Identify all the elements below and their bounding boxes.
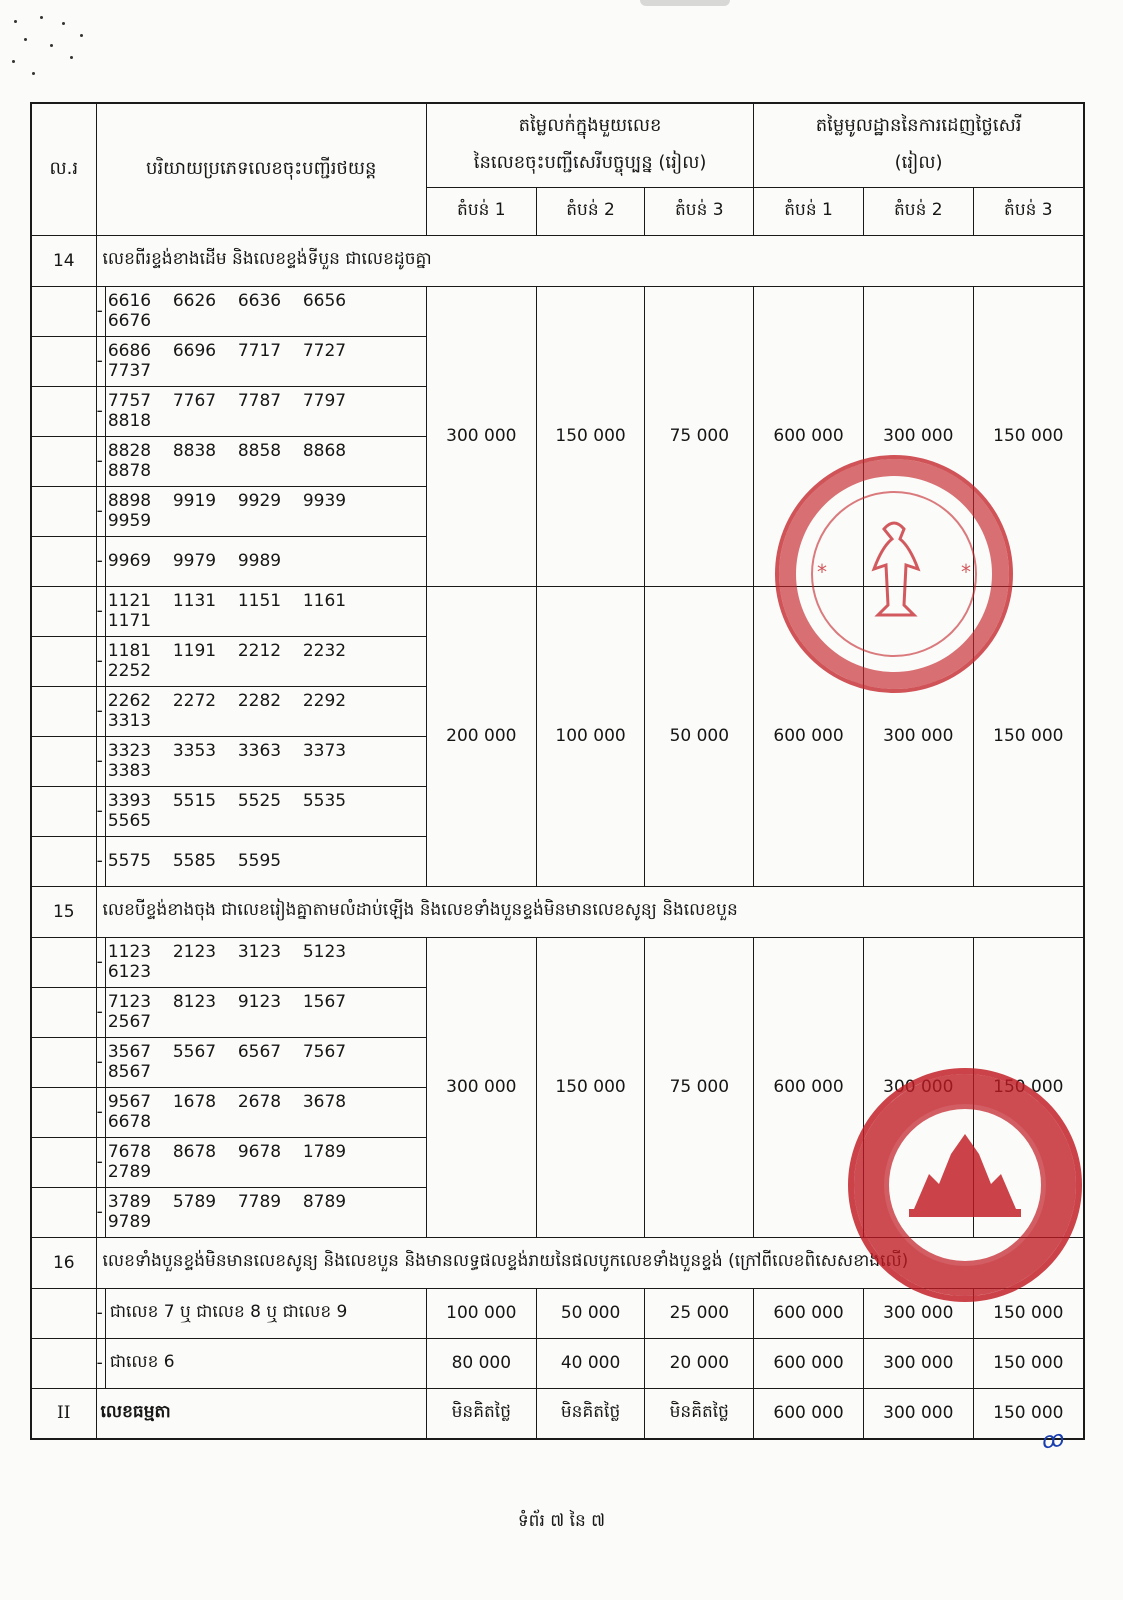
price-cell: 150 000 — [973, 937, 1084, 1237]
blank-index — [31, 586, 96, 636]
plate-number: 5585 — [172, 851, 217, 871]
section-title: លេខធម្មតា — [96, 1388, 426, 1439]
blank-index — [31, 836, 96, 886]
price-cell: 150 000 — [973, 286, 1084, 586]
blank-index — [31, 1288, 96, 1338]
row-dash: - — [96, 386, 105, 436]
price-cell: 300 000 — [863, 286, 973, 586]
section-index: 15 — [31, 886, 96, 937]
plate-number: 9959 — [107, 511, 152, 531]
header-price-auction-line1: តម្លៃមូលដ្ឋាននៃការដេញថ្លៃសេរី — [815, 115, 1022, 137]
category-row — [31, 1288, 1084, 1338]
plate-numbers — [105, 436, 426, 486]
plate-number: 6696 — [172, 341, 217, 361]
plate-number: 6123 — [107, 962, 152, 982]
plate-number: 3678 — [302, 1092, 347, 1112]
row-dash: - — [96, 937, 105, 987]
plate-number: 1151 — [237, 591, 282, 611]
plate-number: 7123 — [107, 992, 152, 1012]
price-cell: 75 000 — [645, 937, 754, 1237]
plate-number: 7737 — [107, 361, 152, 381]
plate-number: 8878 — [107, 461, 152, 481]
plate-number: 8868 — [302, 441, 347, 461]
number-row — [31, 937, 1084, 987]
section-title: លេខបីខ្ទង់ខាងចុង ជាលេខរៀងគ្នាតាមលំដាប់ឡើង និងលេខទាំងបួនខ្ទង់មិនមានលេខសូន្យ និងលេខបួន — [96, 886, 1084, 937]
price-cell: 20 000 — [645, 1338, 754, 1388]
row-dash: - — [96, 336, 105, 386]
plate-number: 3313 — [107, 711, 152, 731]
plate-numbers — [105, 786, 426, 836]
plate-number: 1678 — [172, 1092, 217, 1112]
plate-number: 8858 — [237, 441, 282, 461]
plate-number: 7717 — [237, 341, 282, 361]
price-cell: 300 000 — [426, 286, 536, 586]
plate-numbers — [105, 386, 426, 436]
section-row — [31, 886, 1084, 937]
plate-numbers — [105, 736, 426, 786]
price-cell: មិនគិតថ្លៃ — [645, 1388, 754, 1439]
signature-mark: ꝏ — [1040, 1426, 1067, 1455]
price-cell: 100 000 — [536, 586, 645, 886]
zone-header: តំបន់ 1 — [754, 187, 864, 235]
section-index: II — [31, 1388, 96, 1439]
price-cell: 300 000 — [863, 586, 973, 886]
plate-number: 9789 — [107, 1212, 152, 1232]
header-description: បរិយាយប្រភេទលេខចុះបញ្ជីរថយន្ត — [96, 103, 426, 235]
zone-header: តំបន់ 2 — [536, 187, 645, 235]
price-cell: 150 000 — [536, 937, 645, 1237]
plate-numbers — [105, 937, 426, 987]
category-label: ជាលេខ 6 — [105, 1338, 426, 1388]
plate-numbers — [105, 836, 426, 886]
plate-number: 5575 — [107, 851, 152, 871]
header-price-auction-line2: (រៀល) — [894, 152, 943, 174]
header-price-current-line1: តម្លៃលក់ក្នុងមួយលេខ — [518, 115, 662, 137]
blank-index — [31, 336, 96, 386]
row-dash: - — [96, 786, 105, 836]
price-cell: មិនគិតថ្លៃ — [426, 1388, 536, 1439]
plate-number: 1789 — [302, 1142, 347, 1162]
plate-number: 3373 — [302, 741, 347, 761]
plate-number: 7567 — [302, 1042, 347, 1062]
header-price-auction — [754, 103, 1084, 187]
blank-index — [31, 1037, 96, 1087]
plate-number: 2567 — [107, 1012, 152, 1032]
plate-numbers — [105, 1087, 426, 1137]
plate-number: 3789 — [107, 1192, 152, 1212]
blank-index — [31, 987, 96, 1037]
plate-number: 2123 — [172, 942, 217, 962]
section-row — [31, 235, 1084, 286]
header-index: ល.រ — [31, 103, 96, 235]
zone-header: តំបន់ 3 — [973, 187, 1084, 235]
plate-number: 8678 — [172, 1142, 217, 1162]
plate-number: 9919 — [172, 491, 217, 511]
plate-number: 2262 — [107, 691, 152, 711]
section-title: លេខពីរខ្ទង់ខាងដើម និងលេខខ្ទង់ទីបួន ជាលេខដូចគ្នា — [96, 235, 1084, 286]
section-row — [31, 1237, 1084, 1288]
plate-number: 8818 — [107, 411, 152, 431]
plate-number: 6686 — [107, 341, 152, 361]
plate-number: 6656 — [302, 291, 347, 311]
row-dash: - — [96, 1288, 105, 1338]
plate-numbers — [105, 1137, 426, 1187]
svg-text:*: * — [961, 560, 971, 584]
category-row — [31, 1388, 1084, 1439]
plate-number: 5123 — [302, 942, 347, 962]
row-dash: - — [96, 1037, 105, 1087]
plate-number: 8123 — [172, 992, 217, 1012]
price-cell: 600 000 — [754, 1288, 864, 1338]
row-dash: - — [96, 486, 105, 536]
plate-number: 1161 — [302, 591, 347, 611]
plate-number: 9939 — [302, 491, 347, 511]
plate-number: 1121 — [107, 591, 152, 611]
row-dash: - — [96, 1338, 105, 1388]
plate-number: 1123 — [107, 942, 152, 962]
row-dash: - — [96, 836, 105, 886]
section-title: លេខទាំងបួនខ្ទង់មិនមានលេខសូន្យ និងលេខបួន និងមានលទ្ធផលខ្ទង់រាយនៃផលបូកលេខទាំងបួនខ្ទង់ (ក្រៅពីលេខពិសេសខាងលើ) — [96, 1237, 1084, 1288]
plate-numbers — [105, 336, 426, 386]
plate-number: 6626 — [172, 291, 217, 311]
price-cell: 600 000 — [754, 1388, 864, 1439]
plate-number: 8828 — [107, 441, 152, 461]
price-table — [30, 102, 1085, 1440]
plate-number: 9989 — [237, 551, 282, 571]
plate-numbers — [105, 686, 426, 736]
price-cell: 300 000 — [863, 1388, 973, 1439]
plate-number: 5525 — [237, 791, 282, 811]
plate-number: 1181 — [107, 641, 152, 661]
plate-number: 6676 — [107, 311, 152, 331]
page-footer: ទំព័រ ៧ នៃ ៧ — [517, 1511, 606, 1531]
blank-index — [31, 736, 96, 786]
number-row — [31, 286, 1084, 336]
row-dash: - — [96, 636, 105, 686]
zone-header: តំបន់ 3 — [645, 187, 754, 235]
blank-index — [31, 386, 96, 436]
header-row — [31, 103, 1084, 187]
plate-number: 2678 — [237, 1092, 282, 1112]
scan-artifact — [640, 0, 730, 6]
plate-numbers — [105, 486, 426, 536]
plate-number: 2252 — [107, 661, 152, 681]
plate-number: 7757 — [107, 391, 152, 411]
plate-numbers — [105, 636, 426, 686]
plate-number: 3383 — [107, 761, 152, 781]
row-dash: - — [96, 586, 105, 636]
blank-index — [31, 286, 96, 336]
blank-index — [31, 937, 96, 987]
price-cell: 600 000 — [754, 1338, 864, 1388]
plate-number: 7789 — [237, 1192, 282, 1212]
plate-number: 9678 — [237, 1142, 282, 1162]
plate-number: 3363 — [237, 741, 282, 761]
header-price-current — [426, 103, 753, 187]
plate-numbers — [105, 286, 426, 336]
plate-number: 1567 — [302, 992, 347, 1012]
blank-index — [31, 486, 96, 536]
plate-number: 3353 — [172, 741, 217, 761]
plate-number: 7727 — [302, 341, 347, 361]
plate-number: 9929 — [237, 491, 282, 511]
price-cell: 300 000 — [426, 937, 536, 1237]
plate-numbers — [105, 536, 426, 586]
price-cell: 100 000 — [426, 1288, 536, 1338]
price-cell: 50 000 — [536, 1288, 645, 1338]
plate-number: 5565 — [107, 811, 152, 831]
plate-number: 1171 — [107, 611, 152, 631]
price-cell: 75 000 — [645, 286, 754, 586]
plate-number: 6636 — [237, 291, 282, 311]
plate-number: 9567 — [107, 1092, 152, 1112]
plate-number: 2232 — [302, 641, 347, 661]
plate-number: 2292 — [302, 691, 347, 711]
price-cell: 150 000 — [973, 1388, 1084, 1439]
row-dash: - — [96, 536, 105, 586]
price-cell: 600 000 — [754, 937, 864, 1237]
plate-number: 6567 — [237, 1042, 282, 1062]
price-cell: 600 000 — [754, 286, 864, 586]
plate-number: 2272 — [172, 691, 217, 711]
zone-header: តំបន់ 1 — [426, 187, 536, 235]
plate-number: 7787 — [237, 391, 282, 411]
plate-number: 5789 — [172, 1192, 217, 1212]
plate-number: 2789 — [107, 1162, 152, 1182]
row-dash: - — [96, 987, 105, 1037]
plate-number: 8789 — [302, 1192, 347, 1212]
blank-index — [31, 436, 96, 486]
price-cell: 150 000 — [973, 586, 1084, 886]
blank-index — [31, 636, 96, 686]
price-cell: 150 000 — [536, 286, 645, 586]
plate-number: 1131 — [172, 591, 217, 611]
plate-number: 7767 — [172, 391, 217, 411]
plate-number: 5567 — [172, 1042, 217, 1062]
plate-number: 5595 — [237, 851, 282, 871]
plate-number: 2212 — [237, 641, 282, 661]
plate-numbers — [105, 1187, 426, 1237]
blank-index — [31, 1338, 96, 1388]
zone-header: តំបន់ 2 — [863, 187, 973, 235]
blank-index — [31, 536, 96, 586]
plate-number: 8898 — [107, 491, 152, 511]
plate-number: 3567 — [107, 1042, 152, 1062]
header-price-current-line2: នៃលេខចុះបញ្ជីសេរីបច្ចុប្បន្ន (រៀល) — [473, 152, 707, 174]
price-cell: 40 000 — [536, 1338, 645, 1388]
svg-text:*: * — [817, 560, 827, 584]
plate-numbers — [105, 1037, 426, 1087]
category-row — [31, 1338, 1084, 1388]
price-cell: 600 000 — [754, 586, 864, 886]
price-cell: មិនគិតថ្លៃ — [536, 1388, 645, 1439]
blank-index — [31, 1087, 96, 1137]
price-cell: 200 000 — [426, 586, 536, 886]
plate-number: 5535 — [302, 791, 347, 811]
row-dash: - — [96, 286, 105, 336]
section-index: 14 — [31, 235, 96, 286]
plate-number: 3323 — [107, 741, 152, 761]
blank-index — [31, 1137, 96, 1187]
row-dash: - — [96, 1187, 105, 1237]
blank-index — [31, 686, 96, 736]
plate-number: 5515 — [172, 791, 217, 811]
plate-number: 7678 — [107, 1142, 152, 1162]
row-dash: - — [96, 436, 105, 486]
plate-number: 3393 — [107, 791, 152, 811]
price-cell: 25 000 — [645, 1288, 754, 1338]
row-dash: - — [96, 1087, 105, 1137]
price-cell: 150 000 — [973, 1338, 1084, 1388]
plate-numbers — [105, 987, 426, 1037]
price-cell: 50 000 — [645, 586, 754, 886]
plate-number: 6616 — [107, 291, 152, 311]
row-dash: - — [96, 736, 105, 786]
plate-number: 8567 — [107, 1062, 152, 1082]
plate-number: 9979 — [172, 551, 217, 571]
price-cell: 300 000 — [863, 1338, 973, 1388]
plate-number: 3123 — [237, 942, 282, 962]
section-index: 16 — [31, 1237, 96, 1288]
category-label: ជាលេខ 7 ឬ ជាលេខ 8 ឬ ជាលេខ 9 — [105, 1288, 426, 1338]
number-row — [31, 586, 1084, 636]
blank-index — [31, 1187, 96, 1237]
plate-number: 6678 — [107, 1112, 152, 1132]
row-dash: - — [96, 686, 105, 736]
plate-number: 1191 — [172, 641, 217, 661]
plate-number: 7797 — [302, 391, 347, 411]
price-cell: 150 000 — [973, 1288, 1084, 1338]
plate-number: 9969 — [107, 551, 152, 571]
plate-number: 2282 — [237, 691, 282, 711]
row-dash: - — [96, 1137, 105, 1187]
plate-number: 8838 — [172, 441, 217, 461]
price-cell: 80 000 — [426, 1338, 536, 1388]
price-cell: 300 000 — [863, 1288, 973, 1338]
plate-numbers — [105, 586, 426, 636]
plate-number: 9123 — [237, 992, 282, 1012]
blank-index — [31, 786, 96, 836]
price-cell: 300 000 — [863, 937, 973, 1237]
